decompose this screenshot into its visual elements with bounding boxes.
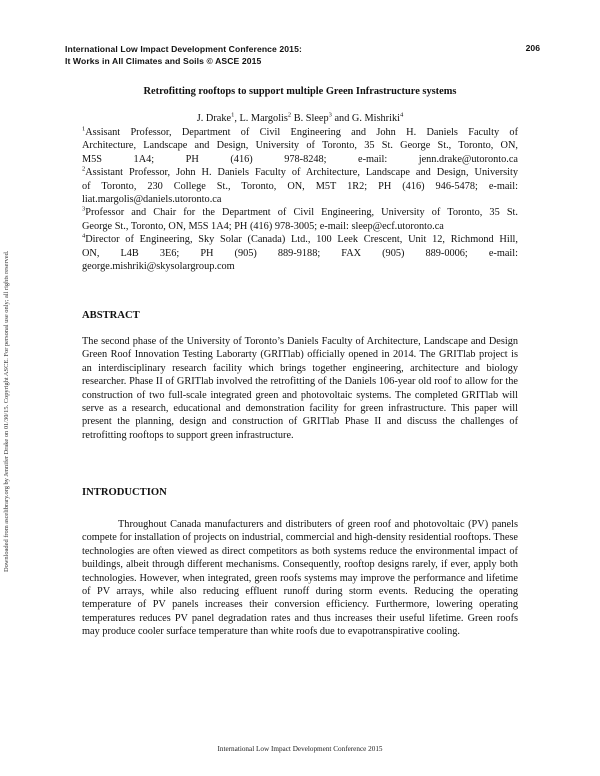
author-1-mark: 1 — [231, 111, 235, 119]
download-notice: Downloaded from ascelibrary.org by Jennifer Drake on 01/30/15. Copyright ASCE. For personal use only; all rights reserved. — [3, 250, 10, 572]
author-4: G. Mishriki — [351, 113, 400, 124]
author-3-mark: 3 — [328, 111, 332, 119]
author-1: J. Drake — [196, 113, 232, 124]
affiliation-2: $^2$Assistant Professor, John H. Daniels Faculty of Architecture, Landscape and Design, University of Toronto, 230 College St., Toronto, ON, M5T 1R2; PH (416) 946-5478; e-mail: liat.margolis@daniels.utoronto.ca — [82, 165, 518, 206]
introduction-body: Throughout Canada manufacturers and distributers of green roof and photovoltaic (PV) panels compete for installation of projects on industrial, commercial and high-density residential rooftops. These technologies are often viewed as direct competitors as both systems reduce the environmental impact of buildings, albeit through different mechanisms. Consequently, rooftop designs rarely, if ever, apply both technologies. However, when integrated, green roofs systems may improve the performance and lifetime of PV arrays, while also reducing effluent runoff during storm events. Reducing the operating temperature of PV panels increases their conversion efficiency. Furthermore, lowering operating temperatures reduces PV panel degradation rates and thus increases their useful lifetime. Green roofs may produce cooler surface temperature than white roofs due to evapotranspirative cooling. — [82, 519, 518, 638]
footer: International Low Impact Development Conference 2015 — [217, 745, 383, 753]
abstract-body: The second phase of the University of Toronto’s Daniels Faculty of Architecture, Landscape and Design Green Roof Innovation Testing Laborarty (GRITlab) officially opened in 2014. The GRITlab project is an interdisciplinary research facility which brings together engineering, architecture and biology researcher. Phase II of GRITlab involved the retrofitting of the Daniels 106-year old roof to allow for the construction of two full-scale integrated green and photovoltaic systems. The completed GRITlab will serve as a research, educational and demonstration facility for green infrastructure. This paper will present the planning, design and construction of GRITlab Phase II and discuss the challenges of retrofitting rooftops to support green infrastructure. — [82, 336, 518, 441]
running-header — [65, 43, 302, 67]
author-list: J. Drake$^1$, L. Margolis$^2$ B. Sleep$^3$ and G. Mishriki$^4$ — [196, 111, 404, 124]
introduction-heading: INTRODUCTION — [82, 487, 167, 498]
header-line-1: International Low Impact Development Conference 2015: — [65, 44, 302, 54]
header-line-2: It Works in All Climates and Soils © ASCE 2015 — [65, 56, 262, 66]
abstract-heading: ABSTRACT — [82, 310, 140, 321]
author-4-mark: 4 — [399, 111, 404, 119]
affiliation-1: $^1$Assisant Professor, Department of Civil Engineering and John H. Daniels Faculty of Architecture, Landscape and Design, University of Toronto, 35 St. George St., Toronto, ON, M5S 1A4; PH (416) 978-8248; e-mail: jenn.drake@utoronto.ca — [82, 125, 518, 165]
affiliation-4: $^4$Director of Engineering, Sky Solar (Canada) Ltd., 100 Leek Crescent, Unit 12, Richmond Hill, ON, L4B 3E6; PH (905) 889-9188; FAX (905) 889-0006; e-mail: george.mishriki@skysolargroup.com — [82, 232, 518, 273]
author-2-mark: 2 — [287, 111, 292, 119]
page-number: 206 — [525, 43, 540, 53]
paper-title: Retrofitting rooftops to support multiple Green Infrastructure systems — [143, 86, 457, 97]
affiliations — [82, 126, 518, 273]
author-2: L. Margolis — [239, 113, 288, 124]
affiliation-3: $^3$Professor and Chair for the Department of Civil Engineering, University of Toronto, 35 St. George St., Toronto, ON, M5S 1A4; PH (416) 978-3005; e-mail: sleep@ecf.utoronto.ca — [82, 206, 518, 232]
author-3: B. Sleep — [293, 113, 329, 124]
